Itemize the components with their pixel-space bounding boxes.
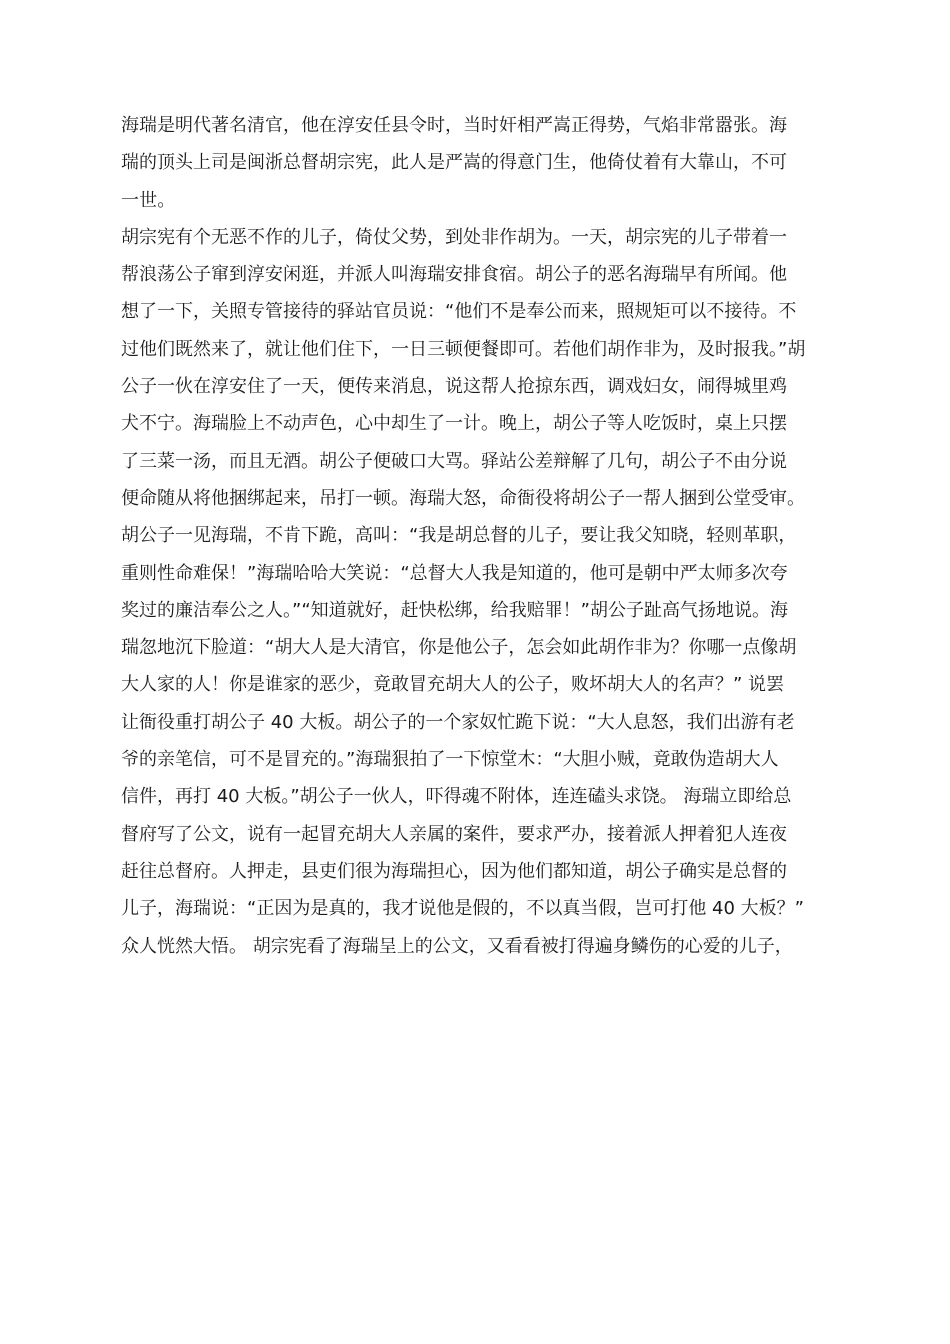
text-line: 重则性命难保！”海瑞哈哈大笑说：“总督大人我是知道的，他可是朝中严太师多次夸 [121, 562, 788, 584]
text-line: 帮浪荡公子窜到淳安闲逛，并派人叫海瑞安排食宿。胡公子的恶名海瑞早有所闻。他 [121, 264, 787, 286]
text-line: 了三菜一汤，而且无酒。胡公子便破口大骂。驿站公差辩解了几句，胡公子不由分说 [121, 450, 787, 472]
text-line: 让衙役重打胡公子 40 大板。胡公子的一个家奴忙跪下说：“大人息怒，我们出游有老 [121, 711, 795, 733]
text-line: 众人恍然大悟。 胡宗宪看了海瑞呈上的公文，又看看被打得遍身鳞伤的心爱的儿子， [121, 935, 793, 957]
text-line: 儿子，海瑞说：“正因为是真的，我才说他是假的，不以真当假，岂可打他 40 大板？” [121, 898, 804, 920]
text-line: 海瑞是明代著名清官，他在淳安任县令时，当时奸相严嵩正得势，气焰非常嚣张。海 [121, 115, 787, 136]
text-line: 瑞忽地沉下脸道：“胡大人是大清官，你是他公子，怎会如此胡作非为？你哪一点像胡 [121, 637, 797, 659]
text-line: 犬不宁。海瑞脸上不动声色，心中却生了一计。晚上，胡公子等人吃饭时，桌上只摆 [121, 413, 787, 435]
text-line: 信件，再打 40 大板。”胡公子一伙人，吓得魂不附体，连连磕头求饶。 海瑞立即给总 [121, 786, 792, 808]
text-line: 想了一下，关照专管接待的驿站官员说：“他们不是奉公而来，照规矩可以不接待。不 [121, 301, 797, 323]
text-line: 瑞的顶头上司是闽浙总督胡宗宪，此人是严嵩的得意门生，他倚仗着有大靠山，不可 [121, 152, 787, 174]
text-line: 公子一伙在淳安住了一天，便传来消息，说这帮人抢掠东西，调戏妇女，闹得城里鸡 [121, 376, 787, 398]
text-line: 督府写了公文，说有一起冒充胡大人亲属的案件，要求严办，接着派人押着犯人连夜 [121, 823, 787, 845]
text-line: 胡公子一见海瑞，不肯下跪，高叫：“我是胡总督的儿子，要让我父知晓，轻则革职， [121, 525, 797, 547]
text-line: 赶往总督府。人押走，县吏们很为海瑞担心，因为他们都知道，胡公子确实是总督的 [121, 860, 787, 882]
body-text [121, 107, 841, 965]
text-line: 便命随从将他捆绑起来，吊打一顿。海瑞大怒，命衙役将胡公子一帮人捆到公堂受审。 [121, 487, 805, 509]
text-line: 胡宗宪有个无恶不作的儿子，倚仗父势，到处非作胡为。一天，胡宗宪的儿子带着一 [121, 226, 787, 248]
text-line: 过他们既然来了，就让他们住下，一日三顿便餐即可。若他们胡作非为，及时报我。”胡 [121, 338, 806, 360]
text-line: 爷的亲笔信，可不是冒充的。”海瑞狠拍了一下惊堂木：“大胆小贼，竟敢伪造胡大人 [121, 749, 779, 771]
text-line: 奖过的廉洁奉公之人。”“知道就好，赶快松绑，给我赔罪！”胡公子趾高气扬地说。海 [121, 599, 788, 621]
text-line: 大人家的人！你是谁家的恶少，竟敢冒充胡大人的公子，败坏胡大人的名声？” 说罢 [121, 674, 785, 696]
text-line: 一世。 [121, 189, 176, 211]
